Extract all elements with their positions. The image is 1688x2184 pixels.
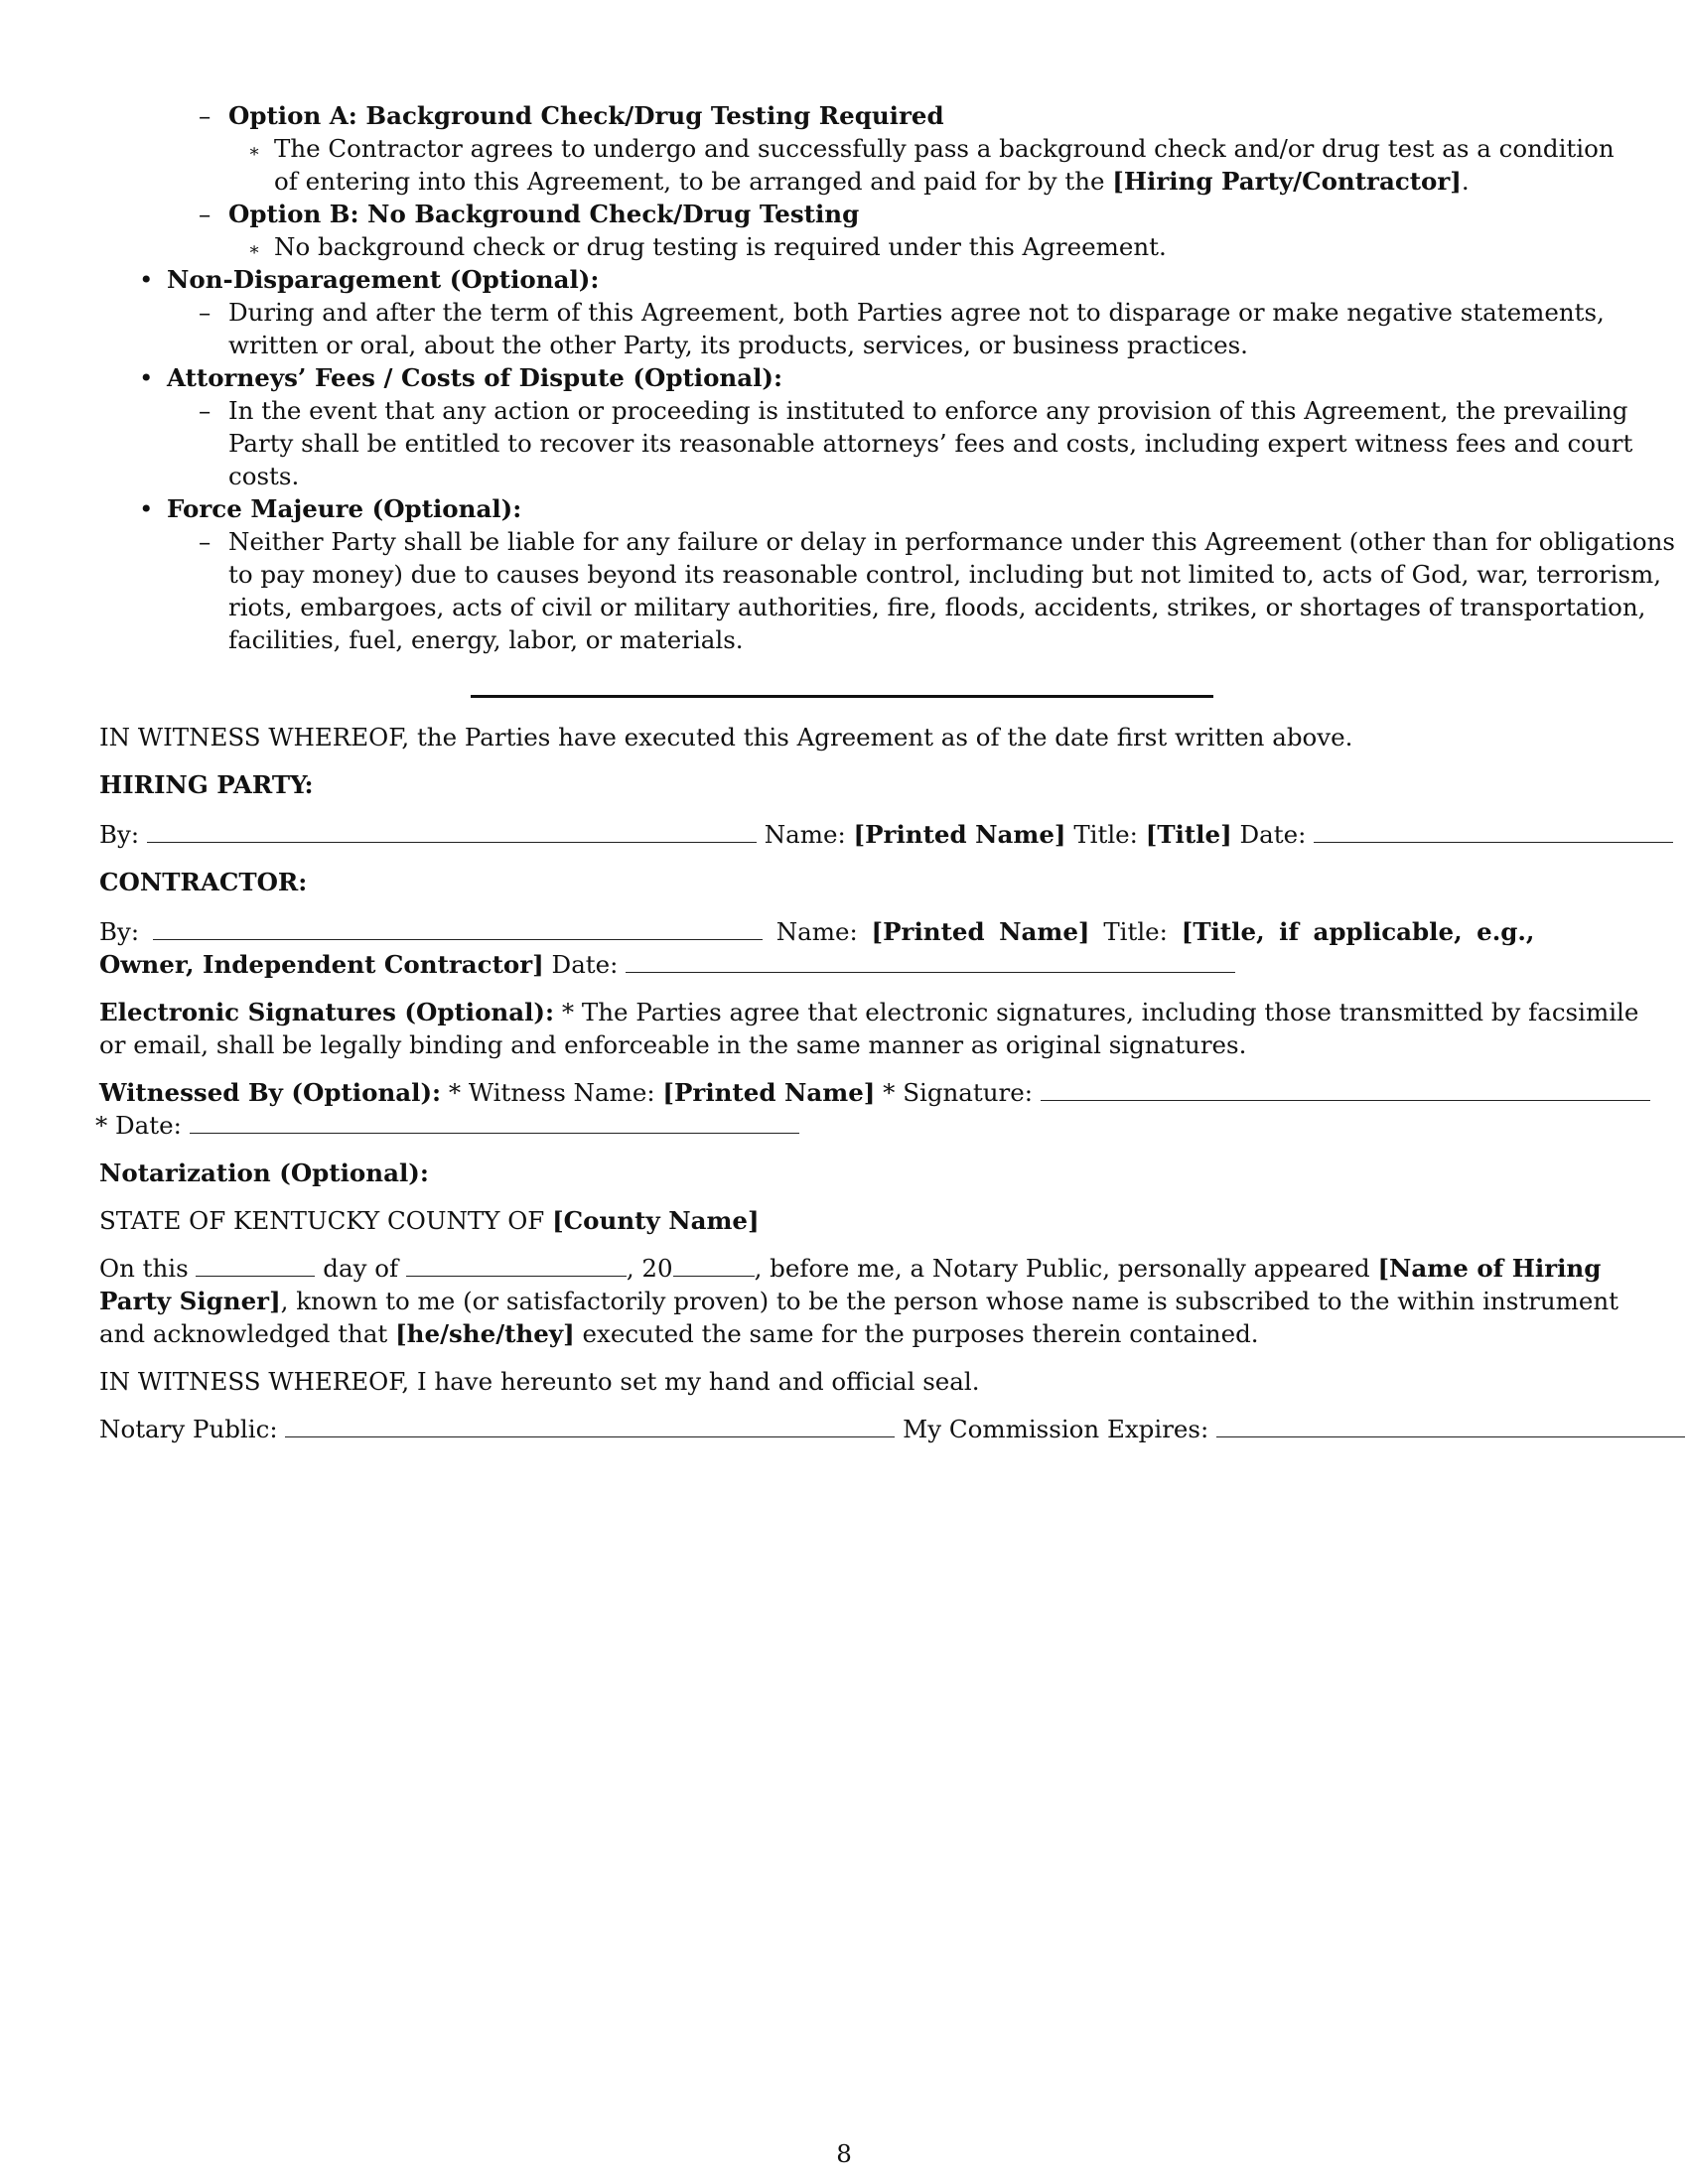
witness-printed-name: [Printed Name] [662, 1078, 876, 1107]
star-bullet: ∗ [248, 141, 261, 162]
hiring-party-signature-line: By: Name: [Printed Name] Title: [Title] Date: [99, 818, 1673, 851]
contractor-heading: CONTRACTOR: [99, 868, 308, 896]
force-majeure-line1: – Neither Party shall be liable for any failure or delay in performance under this Agreement (other than for obligations [199, 527, 1675, 556]
electronic-signatures-line1: Electronic Signatures (Optional): * The Parties agree that electronic signatures, including those transmitted by facsimile [99, 998, 1639, 1026]
witness-signature-field[interactable] [1041, 1078, 1650, 1101]
notary-year-field[interactable] [673, 1254, 755, 1277]
witness-statement: IN WITNESS WHEREOF, the Parties have executed this Agreement as of the date first written above. [99, 723, 1353, 751]
page-number: 8 [836, 2139, 852, 2168]
contractor-signature-line: By: Name: [Printed Name] Title: [Title, if applicable, e.g., [99, 917, 1535, 946]
dash-bullet: – [199, 298, 211, 327]
notary-paragraph-line1: On this day of , 20 , before me, a Notary Public, personally appeared [Name of Hiring [99, 1254, 1602, 1283]
hiring-title: [Title] [1145, 820, 1232, 849]
section-divider [471, 695, 1213, 698]
notary-paragraph-line3: and acknowledged that [he/she/they] executed the same for the purposes therein contained. [99, 1319, 1259, 1348]
notary-public-signature-field[interactable] [285, 1415, 895, 1437]
hiring-printed-name: [Printed Name] [853, 820, 1066, 849]
option-b-heading: – Option B: No Background Check/Drug Testing [199, 200, 860, 228]
notarization-heading: Notarization (Optional): [99, 1159, 429, 1187]
contractor-printed-name: [Printed Name] [871, 917, 1090, 946]
witnessed-by-line: Witnessed By (Optional): * Witness Name: [Printed Name] * Signature: [99, 1076, 1650, 1109]
non-disparagement-line2: written or oral, about the other Party, its products, services, or business practices. [228, 331, 1248, 359]
bullet-dot: • [139, 363, 154, 392]
commission-expires-field[interactable] [1216, 1415, 1685, 1437]
option-a-text-line1: ∗ The Contractor agrees to undergo and successfully pass a background check and/or drug test as a condition [248, 132, 1615, 168]
attorneys-fees-heading: • Attorneys’ Fees / Costs of Dispute (Optional): [139, 363, 783, 392]
dash-bullet: – [199, 101, 211, 130]
non-disparagement-line1: – During and after the term of this Agreement, both Parties agree not to disparage or make negative statements, [199, 298, 1605, 327]
contractor-signature-field[interactable] [153, 917, 763, 940]
hiring-party-heading: HIRING PARTY: [99, 770, 314, 799]
county-name: [County Name] [552, 1206, 760, 1235]
notary-witness-statement: IN WITNESS WHEREOF, I have hereunto set my hand and official seal. [99, 1367, 980, 1396]
dash-bullet: – [199, 200, 211, 228]
witness-date-line: * Date: [95, 1109, 799, 1142]
notary-public-line: Notary Public: My Commission Expires: [99, 1413, 1685, 1445]
notary-paragraph-line2: Party Signer], known to me (or satisfactorily proven) to be the person whose name is subscribed to the within instrument [99, 1287, 1618, 1315]
notary-state-county: STATE OF KENTUCKY COUNTY OF [County Name] [99, 1206, 760, 1235]
electronic-signatures-line2: or email, shall be legally binding and enforceable in the same manner as original signatures. [99, 1030, 1247, 1059]
bullet-dot: • [139, 265, 154, 294]
notary-day-field[interactable] [196, 1254, 315, 1277]
force-majeure-heading: • Force Majeure (Optional): [139, 494, 522, 523]
contractor-title: [Title, if applicable, e.g., [1181, 917, 1535, 946]
dash-bullet: – [199, 527, 211, 556]
contractor-date-field[interactable] [626, 950, 1235, 973]
notary-month-field[interactable] [406, 1254, 627, 1277]
option-a-heading: – Option A: Background Check/Drug Testing Required [199, 101, 944, 130]
force-majeure-line4: facilities, fuel, energy, labor, or materials. [228, 625, 744, 654]
attorneys-fees-line3: costs. [228, 462, 300, 490]
force-majeure-line2: to pay money) due to causes beyond its reasonable control, including but not limited to, acts of God, war, terrorism, [228, 560, 1662, 589]
non-disparagement-heading: • Non-Disparagement (Optional): [139, 265, 600, 294]
attorneys-fees-line2: Party shall be entitled to recover its reasonable attorneys’ fees and costs, including expert witness fees and court [228, 429, 1633, 458]
star-bullet: ∗ [248, 239, 261, 260]
attorneys-fees-line1: – In the event that any action or proceeding is instituted to enforce any provision of this Agreement, the prevailing [199, 396, 1628, 425]
force-majeure-line3: riots, embargoes, acts of civil or military authorities, fire, floods, accidents, strikes, or shortages of transportation, [228, 593, 1646, 621]
hiring-date-field[interactable] [1314, 820, 1673, 843]
contractor-date-line: Owner, Independent Contractor] Date: [99, 948, 1235, 981]
dash-bullet: – [199, 396, 211, 425]
bullet-dot: • [139, 494, 154, 523]
witness-date-field[interactable] [190, 1111, 799, 1134]
hiring-signature-field[interactable] [147, 820, 757, 843]
option-b-text: ∗ No background check or drug testing is required under this Agreement. [248, 230, 1167, 266]
option-a-text-line2: of entering into this Agreement, to be arranged and paid for by the [Hiring Party/Contractor]. [274, 167, 1470, 196]
